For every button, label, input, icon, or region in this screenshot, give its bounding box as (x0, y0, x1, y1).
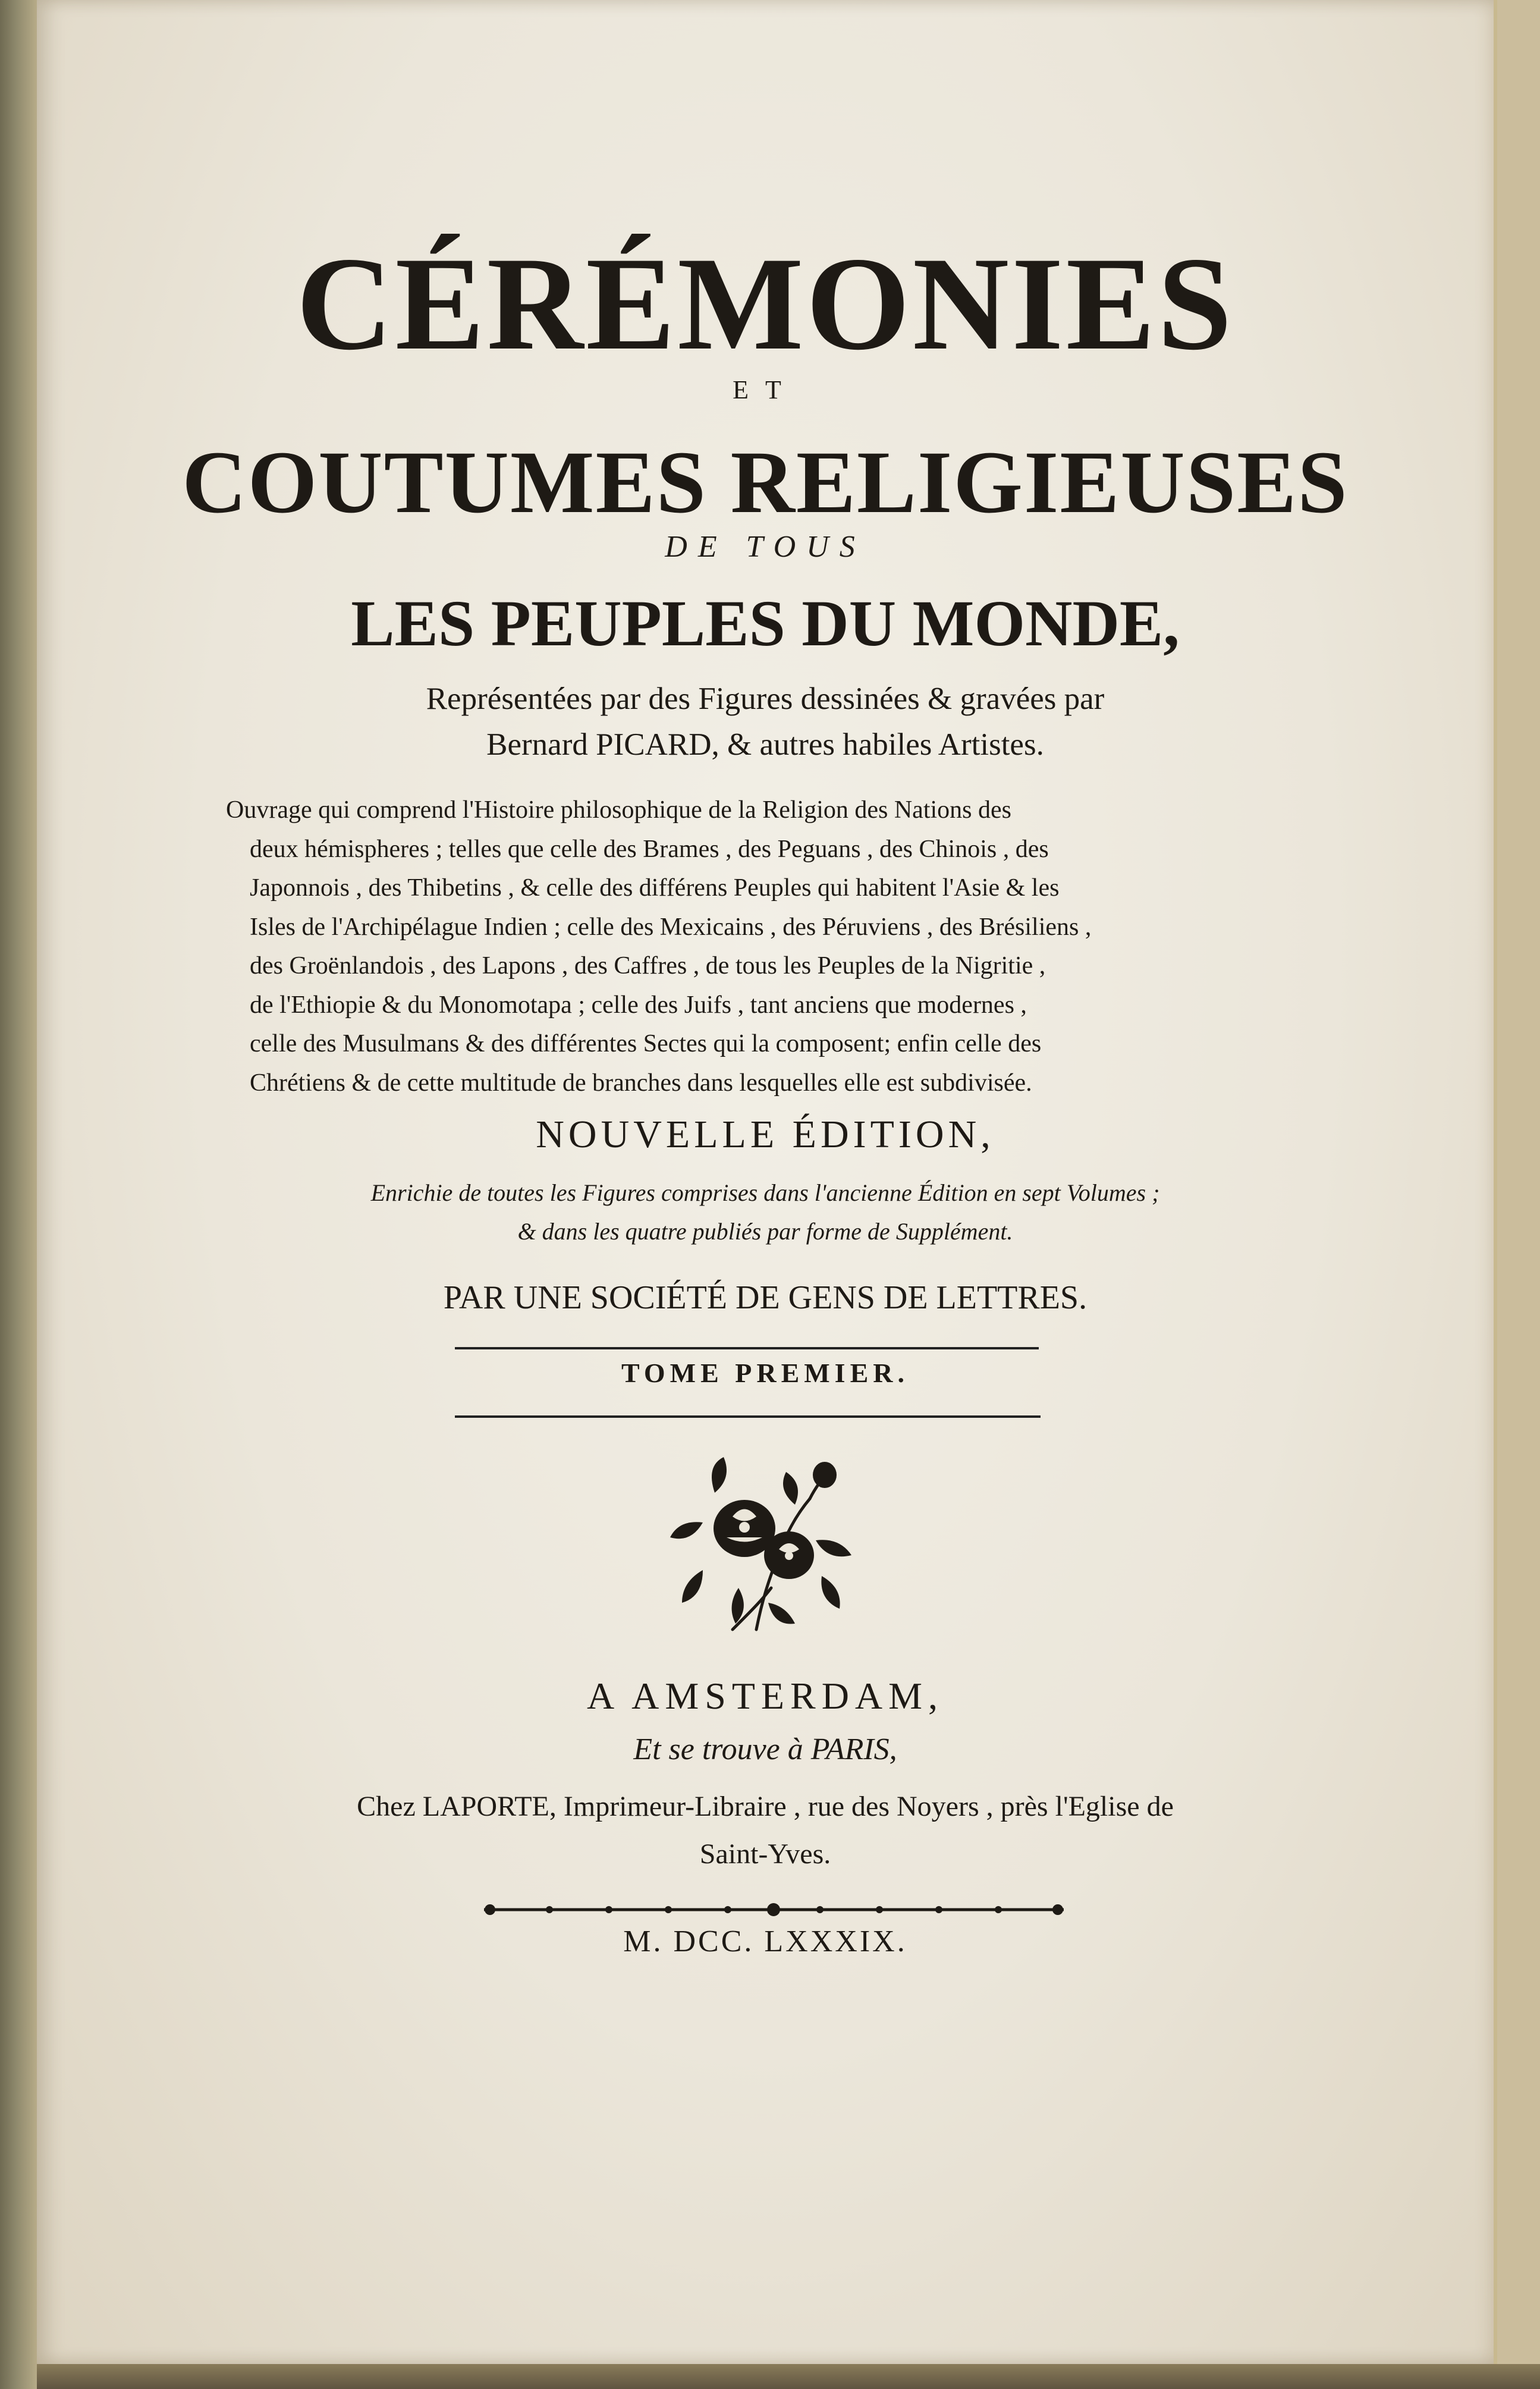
book-spine (0, 0, 37, 2389)
decorative-border-icon (478, 1902, 1070, 1917)
author-line: Bernard PICARD, & autres habiles Artistes. (486, 727, 1044, 762)
ouvrage-line: Isles de l'Archipélague Indien ; celle des Mexicains , des Péruviens , des Brésiliens , (250, 913, 1092, 941)
title-ceremonies: CÉRÉMONIES (296, 229, 1234, 378)
ouvrage-line: deux hémispheres ; telles que celle des Brames , des Peguans , des Chinois , des (250, 835, 1049, 863)
enrichie-line-2: & dans les quatre publiés par forme de Supplément. (517, 1218, 1013, 1245)
societe-line: PAR UNE SOCIÉTÉ DE GENS DE LETTRES. (443, 1279, 1088, 1316)
rule-top (455, 1347, 1039, 1349)
ouvrage-line: de l'Ethiopie & du Monomotapa ; celle des Juifs , tant anciens que modernes , (250, 991, 1027, 1019)
title-page (37, 0, 1497, 2369)
ouvrage-paragraph (226, 791, 1290, 1103)
edition-heading: NOUVELLE ÉDITION, (536, 1113, 995, 1156)
ouvrage-line: Japonnois , des Thibetins , & celle des différens Peuples qui habitent l'Asie & les (250, 874, 1060, 902)
rule-bottom (455, 1415, 1041, 1418)
tome-label: TOME PREMIER. (621, 1358, 909, 1388)
title-coutumes: COUTUMES RELIGIEUSES (182, 433, 1349, 532)
represented-line: Représentées par des Figures dessinées & gravées par (426, 682, 1105, 716)
publication-year: M. DCC. LXXXIX. (623, 1925, 907, 1958)
place-line: A AMSTERDAM, (586, 1675, 944, 1717)
ouvrage-line: Chrétiens & de cette multitude de branches dans lesquelles elle est subdivisée. (250, 1069, 1032, 1097)
ouvrage-line: Ouvrage qui comprend l'Histoire philosophique de la Religion des Nations des (226, 796, 1011, 824)
ouvrage-line: celle des Musulmans & des différentes Sectes qui la composent; enfin celle des (250, 1030, 1042, 1057)
page-edge-shadow (37, 2364, 1540, 2389)
title-peuples: LES PEUPLES DU MONDE, (351, 587, 1180, 660)
title-de-tous: DE TOUS (665, 530, 866, 564)
enrichie-line-1: Enrichie de toutes les Figures comprises dans l'ancienne Édition en sept Volumes ; (370, 1179, 1160, 1206)
ouvrage-line: des Groënlandois , des Lapons , des Caffres , de tous les Peuples de la Nigritie , (250, 952, 1046, 980)
title-et: ET (733, 375, 798, 404)
rose-ornament-icon (667, 1451, 869, 1641)
trouve-line: Et se trouve à PARIS, (633, 1732, 897, 1766)
publisher-line-1: Chez LAPORTE, Imprimeur-Libraire , rue des Noyers , près l'Eglise de (357, 1791, 1174, 1822)
publisher-line-2: Saint-Yves. (699, 1838, 831, 1870)
